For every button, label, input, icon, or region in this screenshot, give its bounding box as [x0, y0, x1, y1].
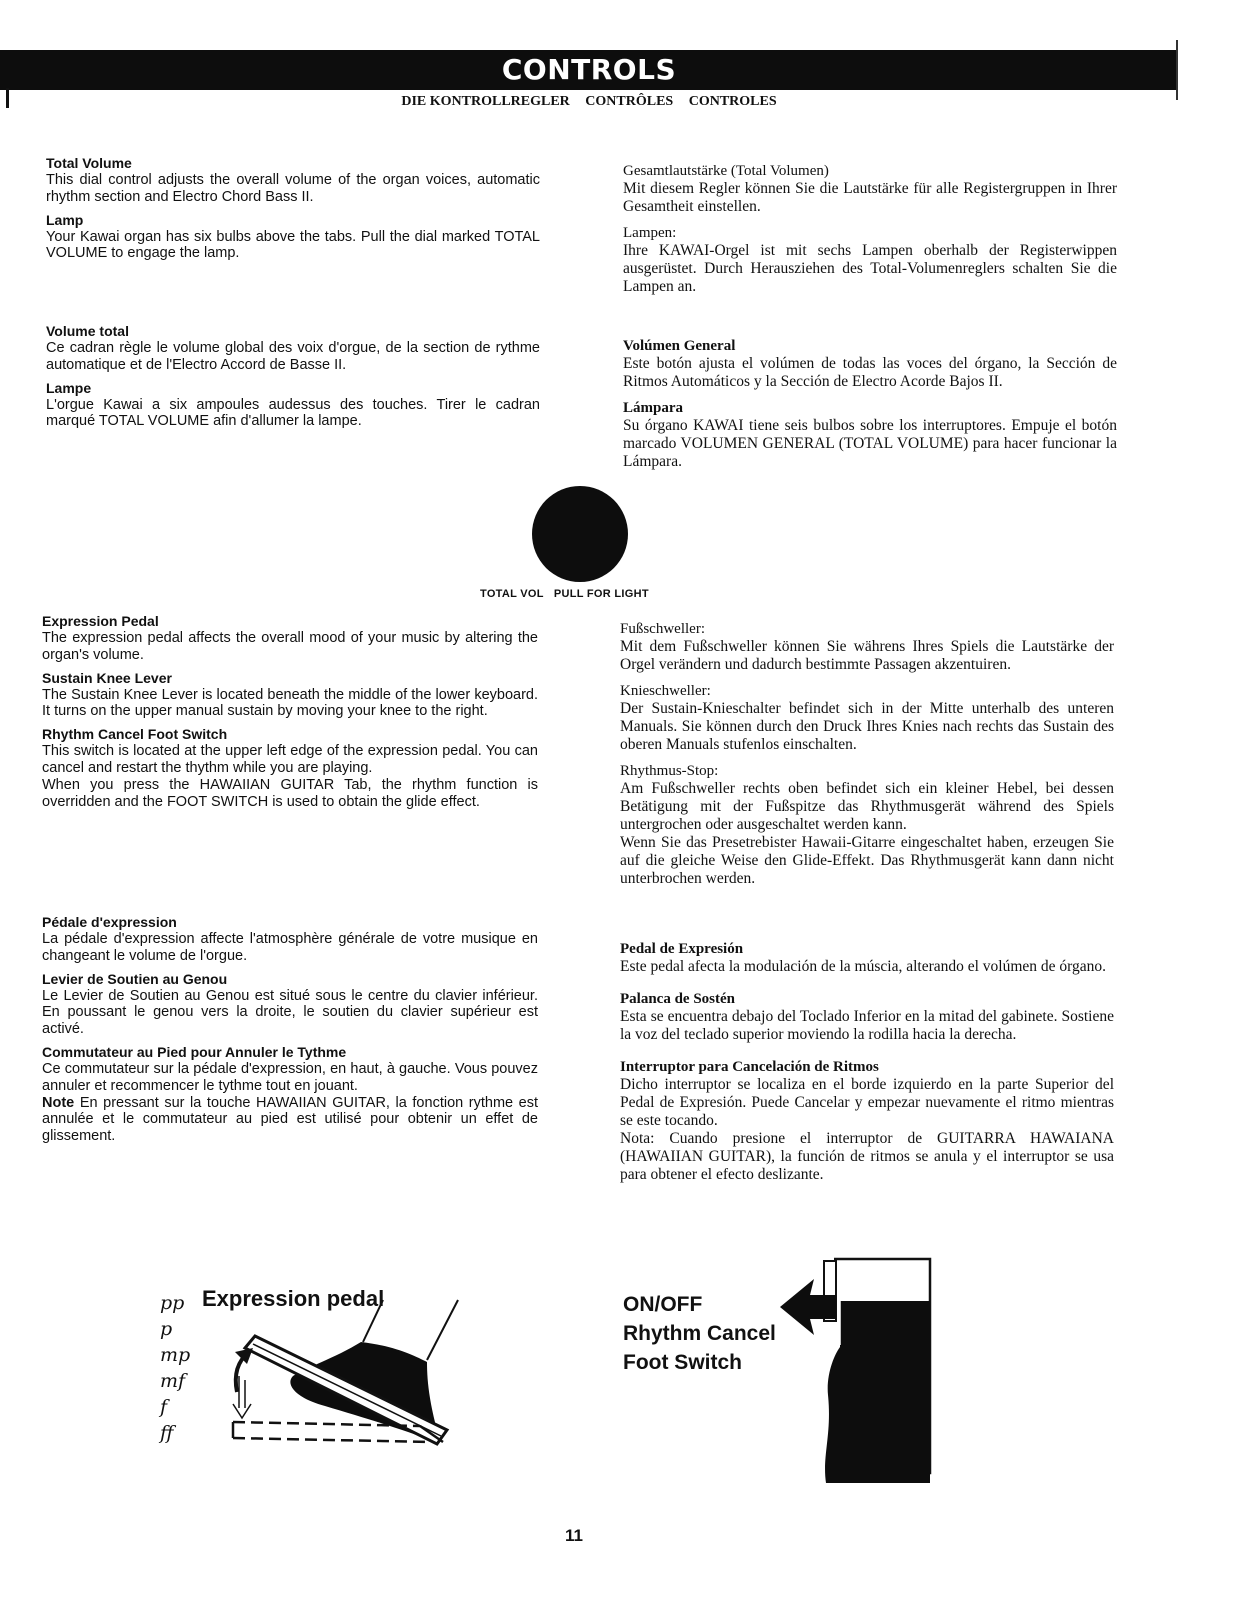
dynamic-mark: mf [160, 1370, 186, 1392]
es-pedal-section [620, 940, 1114, 1192]
page-number: 11 [565, 1526, 583, 1545]
section-text: Ce commutateur sur la pédale d'expression, en haut, à gauche. Vous pouvez annuler et recommencer le tythme tout en jouant. [42, 1060, 538, 1094]
section-text: The expression pedal affects the overall mood of your music by altering the organ's volume. [42, 630, 538, 663]
section-heading: Sustain Knee Lever [42, 669, 172, 686]
section-text: Ce cadran règle le volume global des voix d'orgue, de la section de rythme automatique et de l'Electro Accord de Basse II. [46, 340, 540, 373]
total-volume-knob-icon [532, 486, 628, 582]
subtitle-row [0, 94, 1178, 110]
section-text: Su órgano KAWAI tiene seis bulbos sobre los interruptores. Empuje el botón marcado VOLUMEN GENERAL (TOTAL VOLUME) para hacer funcionar la Lámpara. [623, 417, 1117, 470]
section-heading: Pedal de Expresión [620, 941, 744, 957]
section-heading: Rhythmus-Stop: [620, 763, 719, 779]
expression-pedal-illustration-icon [215, 1280, 475, 1460]
scan-edge-mark [6, 88, 9, 108]
section-text: Der Sustain-Knieschalter befindet sich in der Mitte unterhalb des unteren Manuals. Sie können durch den Druck Ihres Knies nach rechts das Sustain des oberen Manuals stufenlos einschalten. [620, 700, 1114, 753]
section-text: Esta se encuentra debajo del Toclado Inferior en la mitad del gabinete. Sostiene la voz del teclado superior moviendo la rodilla hacia la derecha. [620, 1008, 1114, 1043]
scan-edge-mark [1176, 40, 1178, 100]
section-heading: Lamp [46, 211, 84, 228]
section-text: Dicho interruptor se localiza en el borde izquierdo en la parte Superior del Pedal de Expresión. Puede Cancelar y empezar nuevamente el ritmo mientras se este tocando. [620, 1076, 1114, 1129]
knob-label-left: TOTAL VOL [480, 588, 544, 600]
dynamics-list [160, 1290, 190, 1446]
page-title: CONTROLS [501, 53, 677, 86]
section-heading: Palanca de Sostén [620, 991, 736, 1007]
section-text: Wenn Sie das Presetrebister Hawaii-Gitarre eingeschaltet haben, erzeugen Sie auf die gleiche Weise den Glide-Effekt. Das Rhythmusgerät kann dann nicht unterbrochen werden. [620, 834, 1114, 887]
section-heading: Lampen: [623, 225, 677, 241]
section-heading: Levier de Soutien au Genou [42, 970, 228, 987]
section-text: Nota: Cuando presione el interruptor de GUITARRA HAWAIANA (HAWAIIAN GUITAR), la función de ritmos se anula y el interruptor se usa para obtener el efecto deslizante. [620, 1130, 1114, 1183]
section-text: This switch is located at the upper left edge of the expression pedal. You can cancel and restart the thythm while you are playing. [42, 743, 538, 776]
section-text: Mit diesem Regler können Sie die Lautstärke für alle Registergruppen in Ihrer Gesamtheit einstellen. [623, 180, 1117, 215]
de-pedal-section [620, 620, 1114, 896]
section-text: Este botón ajusta el volúmen de todas las voces del órgano, la Sección de Ritmos Automáticos y la Sección de Electro Acorde Bajos II. [623, 355, 1117, 390]
section-text: Your Kawai organ has six bulbs above the tabs. Pull the dial marked TOTAL VOLUME to engage the lamp. [46, 228, 540, 262]
section-text: L'orgue Kawai a six ampoules audessus des touches. Tirer le cadran marqué TOTAL VOLUME afin d'allumer la lampe. [46, 396, 540, 430]
dynamic-mark: mp [160, 1344, 191, 1366]
section-text: Le Levier de Soutien au Genou est situé sous le centre du clavier inférieur. En poussant le genou vers la droite, le soutien du clavier supérieur est activé. [42, 987, 538, 1038]
section-text: La pédale d'expression affecte l'atmosphère générale de votre musique en changeant le volume de l'orgue. [42, 931, 538, 964]
subtitle-de: DIE KONTROLLREGLER [401, 94, 570, 109]
subtitle-es: CONTROLES [688, 94, 777, 109]
fr-total-volume-section [46, 323, 540, 436]
foot-switch-label-line: ON/OFF [623, 1293, 703, 1316]
section-heading: Commutateur au Pied pour Annuler le Tythme [42, 1043, 347, 1060]
section-heading: Pédale d'expression [42, 914, 177, 930]
dynamic-mark: pp [160, 1292, 185, 1314]
section-text: Este pedal afecta la modulación de la múscia, alterando el volúmen de órgano. [620, 958, 1107, 975]
foot-switch-label-line: Foot Switch [623, 1351, 742, 1374]
section-text: When you press the HAWAIIAN GUITAR Tab, the rhythm function is overridden and the FOOT SWITCH is used to obtain the glide effect. [42, 776, 538, 810]
dynamic-mark: f [160, 1396, 168, 1418]
section-heading: Lámpara [623, 400, 683, 416]
en-total-volume-section [46, 155, 540, 268]
section-heading: Gesamtlautstärke (Total Volumen) [623, 163, 829, 179]
section-text: Ihre KAWAI-Orgel ist mit sechs Lampen oberhalb der Registerwippen ausgerüstet. Durch Herausziehen des Total-Volumenreglers schalten Sie die Lampen an. [623, 242, 1117, 295]
section-heading: Knieschweller: [620, 683, 711, 699]
foot-switch-label-line: Rhythm Cancel [623, 1322, 776, 1345]
knob-label [480, 588, 659, 600]
section-heading: Expression Pedal [42, 613, 159, 629]
foot-switch-label [623, 1290, 776, 1377]
en-pedal-section [42, 613, 538, 816]
note-text: En pressant sur la touche HAWAIIAN GUITAR, la fonction rythme est annulée et le commutateur au pied est utilisé pour obtenir un effet de glissement. [42, 1094, 539, 1145]
es-total-volume-section [623, 337, 1117, 479]
section-heading: Fußschweller: [620, 621, 705, 637]
knob-label-right: PULL FOR LIGHT [553, 588, 649, 600]
section-text [42, 1095, 538, 1145]
note-label: Note [42, 1094, 75, 1111]
section-heading: Rhythm Cancel Foot Switch [42, 726, 228, 743]
section-heading: Volúmen General [623, 338, 736, 354]
expression-pedal-title: Expression pedal [202, 1286, 385, 1311]
section-text: Am Fußschweller rechts oben befindet sich ein kleiner Hebel, bei dessen Betätigung mit der Fußspitze das Rhythmusgerät während des Spiels untergrochen oder ausgeschaltet werden kann. [620, 780, 1114, 833]
section-heading: Lampe [46, 379, 92, 396]
section-text: The Sustain Knee Lever is located beneath the middle of the lower keyboard. It turns on the upper manual sustain by moving your knee to the right. [42, 686, 538, 720]
section-heading: Interruptor para Cancelación de Ritmos [620, 1059, 879, 1075]
foot-switch-illustration-icon [770, 1255, 940, 1495]
section-text: Mit dem Fußschweller können Sie währens Ihres Spiels die Lautstärke der Orgel verändern und dadurch bestimmte Passagen akzentuiren. [620, 638, 1114, 673]
dynamic-mark: ff [160, 1422, 174, 1444]
fr-pedal-section [42, 914, 538, 1151]
section-heading: Total Volume [46, 155, 132, 171]
subtitle-fr: CONTRÔLES [585, 94, 674, 109]
section-heading: Volume total [46, 323, 129, 339]
de-total-volume-section [623, 162, 1117, 304]
dynamic-mark: p [160, 1318, 173, 1340]
section-text: This dial control adjusts the overall volume of the organ voices, automatic rhythm section and Electro Chord Bass II. [46, 172, 540, 205]
